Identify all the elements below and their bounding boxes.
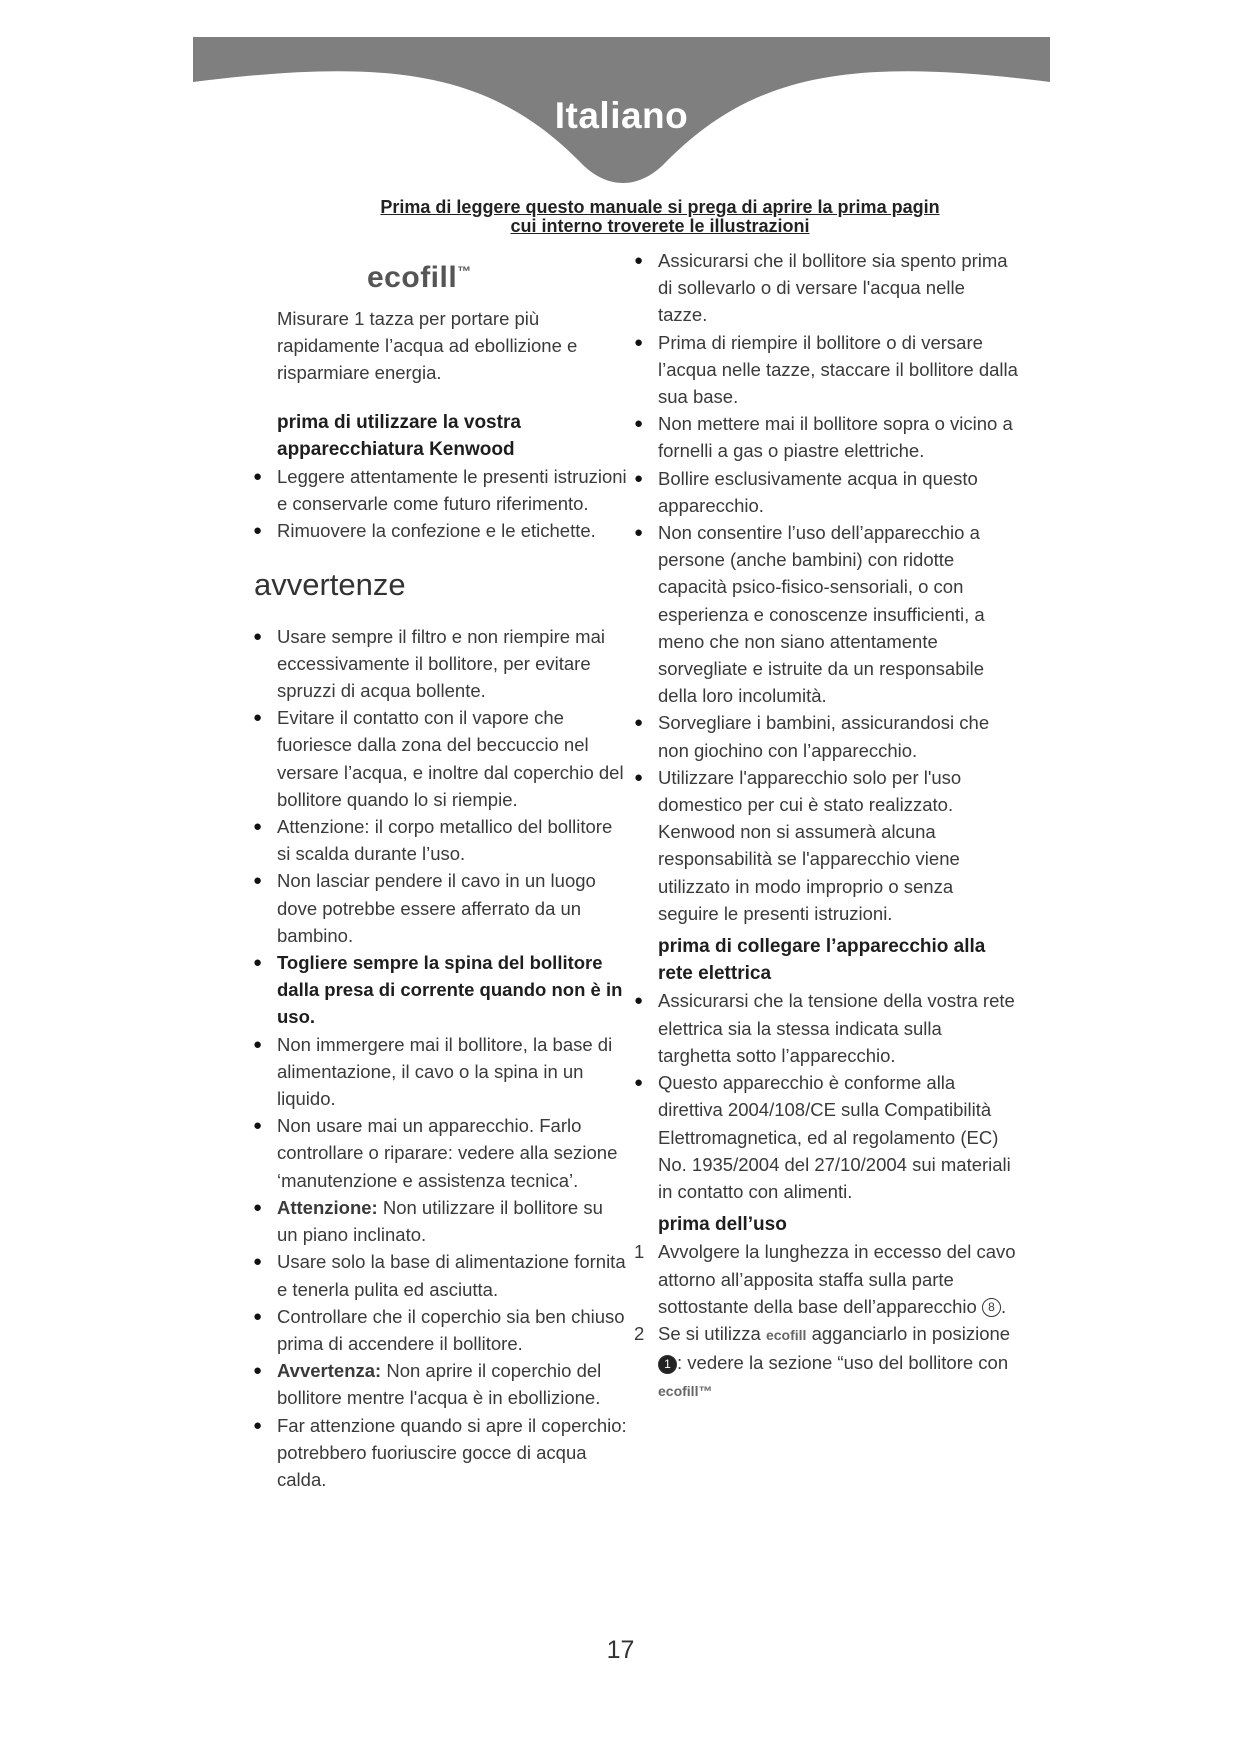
list-item: ● Assicurarsi che la tensione della vostra rete elettrica sia la stessa indicata sulla targhetta sotto l’apparecchio. [658, 987, 1018, 1069]
list-item: ● Togliere sempre la spina del bollitore dalla presa di corrente quando non è in uso. [277, 949, 627, 1031]
warning-label: Attenzione: [277, 1196, 378, 1218]
step-number: 1 [634, 1241, 645, 1263]
first-use-heading: prima dell’uso [658, 1214, 787, 1236]
step-text: : vedere la sezione “uso del bollitore con [677, 1352, 1009, 1374]
list-item: ● Non mettere mai il bollitore sopra o vicino a fornelli a gas o piastre elettriche. [658, 410, 1018, 464]
list-item: ● Usare solo la base di alimentazione fornita e tenerla pulita ed asciutta. [277, 1248, 627, 1302]
list-item: ● Evitare il contatto con il vapore che fuoriesce dalla zona del beccuccio nel versare l’acqua, e inoltre dal coperchio del bollitore quando lo si riempie. [277, 704, 627, 813]
list-item [277, 1357, 627, 1411]
list-item: ● Utilizzare l'apparecchio solo per l'uso domestico per cui è stato realizzato. Kenwood non si assumerà alcuna responsabilità se l'apparecchio viene utilizzato in modo improprio o senza seguire le presenti istruzioni. [658, 764, 1018, 927]
list-item: ● Attenzione: il corpo metallico del bollitore si scalda durante l’uso. [277, 813, 627, 867]
right-column [634, 247, 1018, 1406]
intro-line-2: cui interno troverete le illustrazioni [510, 216, 810, 236]
list-item: ● Sorvegliare i bambini, assicurandosi che non giochino con l’apparecchio. [658, 709, 1018, 763]
list-item [277, 1194, 627, 1248]
page-number: 17 [606, 1636, 635, 1664]
list-item: ● Rimuovere la confezione e le etichette. [277, 517, 627, 544]
step-item [634, 1320, 1018, 1406]
first-use-steps [634, 1238, 1018, 1405]
step-item: 1 Avvolgere la lunghezza in eccesso del cavo attorno all’apposita staffa sulla parte sottostante della base dell’apparecchio 8 . [658, 1238, 1018, 1320]
ecofill-mini-logo: ecofill™ [658, 1383, 713, 1400]
list-item: ● Usare sempre il filtro e non riempire mai eccessivamente il bollitore, per evitare spruzzi di acqua bollente. [277, 623, 627, 705]
intro-note [270, 198, 1050, 236]
list-item: ● Non usare mai un apparecchio. Farlo controllare o riparare: vedere alla sezione ‘manutenzione e assistenza tecnica’. [277, 1112, 627, 1194]
ecofill-description: Misurare 1 tazza per portare più rapidamente l’acqua ad ebollizione e risparmiare energia. [277, 308, 578, 384]
step-text: Avvolgere la lunghezza in eccesso del cavo attorno all’apposita staffa sulla parte sottostante della base dell’apparecchio [658, 1241, 1016, 1317]
ecofill-trademark: ™ [457, 263, 472, 279]
list-item: ● Leggere attentamente le presenti istruzioni e conservarle come futuro riferimento. [277, 463, 627, 517]
warnings-list [277, 623, 627, 1494]
page-title: Italiano [554, 95, 689, 136]
warnings-title: avvertenze [254, 566, 406, 602]
warning-label: Avvertenza: [277, 1360, 382, 1382]
connect-list [658, 987, 1018, 1205]
ecofill-mini-logo: ecofill [765, 1326, 807, 1343]
before-use-heading: prima di utilizzare la vostra apparecchiatura Kenwood [277, 411, 521, 460]
list-item: ● Far attenzione quando si apre il coperchio: potrebbero fuoriuscire gocce di acqua calda. [277, 1412, 627, 1494]
list-item: ● Questo apparecchio è conforme alla direttiva 2004/108/CE sulla Compatibilità Elettromagnetica, ed al regolamento (EC) No. 1935/2004 del 27/10/2004 sui materiali in contatto con alimenti. [658, 1069, 1018, 1205]
intro-line-1: Prima di leggere questo manuale si prega di aprire la prima pagin [380, 197, 940, 217]
left-column [254, 254, 627, 1493]
list-item: ● Assicurarsi che il bollitore sia spento prima di sollevarlo o di versare l'acqua nelle tazze. [658, 247, 1018, 329]
step-text: Se si utilizza [658, 1322, 761, 1344]
warning-text: Non utilizzare il bollitore su un piano inclinato. [277, 1196, 603, 1246]
warning-text: Non aprire il coperchio del bollitore mentre l'acqua è in ebollizione. [277, 1360, 602, 1409]
list-item: ● Non consentire l’uso dell’apparecchio a persone (anche bambini) con ridotte capacità psico-fisico-sensoriali, o con esperienza e conoscenze insufficienti, a meno che non siano attentamente sorvegliate e istruite da un responsabile della loro incolumità. [658, 519, 1018, 709]
list-item: ● Prima di riempire il bollitore o di versare l’acqua nelle tazze, staccare il bollitore dalla sua base. [658, 329, 1018, 411]
before-use-list [277, 463, 627, 545]
ecofill-logo [367, 254, 627, 295]
list-item: ● Bollire esclusivamente acqua in questo apparecchio. [658, 465, 1018, 519]
ecofill-logo-text: ecofill [367, 261, 458, 294]
list-item: ● Non lasciar pendere il cavo in un luogo dove potrebbe essere afferrato da un bambino. [277, 867, 627, 949]
list-item: ● Controllare che il coperchio sia ben chiuso prima di accendere il bollitore. [277, 1303, 627, 1357]
before-connecting-heading: prima di collegare l’apparecchio alla rete elettrica [658, 936, 986, 985]
safety-list [658, 247, 1018, 927]
figure-ref-8: 8 [982, 1298, 1001, 1317]
figure-ref-1: 1 [658, 1355, 677, 1374]
list-item: ● Non immergere mai il bollitore, la base di alimentazione, il cavo o la spina in un liquido. [277, 1031, 627, 1113]
step-text: agganciarlo in posizione [811, 1322, 1011, 1344]
step-number: 2 [634, 1322, 645, 1344]
